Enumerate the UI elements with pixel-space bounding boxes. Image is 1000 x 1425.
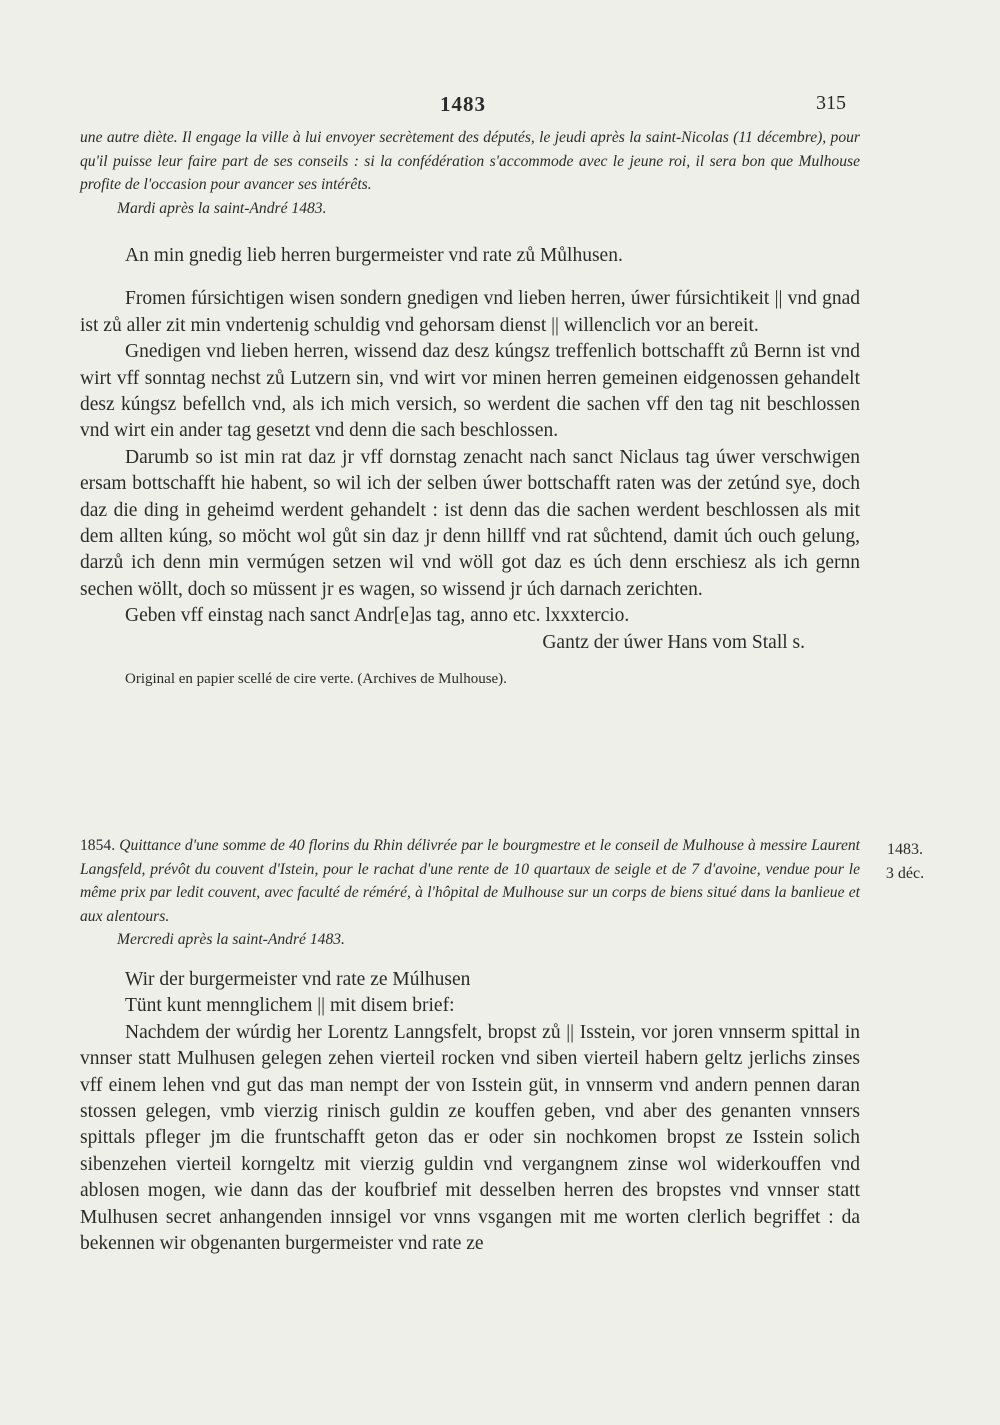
letter-signature: Gantz der úwer Hans vom Stall s. (542, 631, 805, 653)
document-number: 1854. (80, 837, 116, 854)
margin-day: 3 déc. (885, 865, 925, 882)
summary-date: Mercredi après la saint-André 1483. (117, 931, 345, 949)
summary-text: une autre diète. Il engage la ville à lui envoyer secrètement des députés, le jeudi après la saint-Nicolas (11 décembre), pour qu'il puisse leur faire part de ses conseils : si la confédération s'accommode avec le jeune roi, il sera bon que Mulhouse profite de l'occasion pour avancer ses intérêts. (80, 129, 860, 194)
margin-date (870, 838, 940, 886)
letter-paragraph: Darumb so ist min rat daz jr vff dornstag zenacht nach sanct Niclaus tag úwer verschwigen ersam bottschafft hie habent, so wil ich der selben úwer bottschafft raten was der zetúnd sye, doch daz die ding in geheimd werdent gehandelt : ist denn das die sachen werdent beschlossen als mit dem allten kúng, so möcht wol gůt sin daz jr denn hillff vnd rat sůchtend, damit úch ouch gelung, darzů ich denn min vermúgen setzen wil vnd wöll got daz es úch denn erschiesz als ich gernn sechen wöllt, doch so müssent jr es wagen, so wissend jr úch darnach zerichten. (80, 446, 860, 600)
source-note: Original en papier scellé de cire verte. (Archives de Mulhouse). (125, 671, 507, 688)
letter-text (80, 243, 860, 693)
document-1854-summary (80, 834, 860, 952)
document-1854-text (80, 967, 860, 1257)
summary-text: Quittance d'une somme de 40 florins du Rhin délivrée par le bourgmestre et le conseil de Mulhouse à messire Laurent Langsfeld, prévôt du couvent d'Istein, pour le rachat d'une rente de 10 quartaux de seigle et de 7 d'avoine, vendue pour le même prix par ledit couvent, avec faculté de réméré, à l'hôpital de Mulhouse sur un corps de biens situé dans la banlieue et aux alentours. (80, 837, 860, 925)
document-body: Nachdem der wúrdig her Lorentz Lanngsfelt, bropst zů || Isstein, vor joren vnnserm spittal in vnnser statt Mulhusen gelegen zehen vierteil rocken vnd siben vierteil habern geltz jerlichs zinses vff einem lehen vnd gut das man nempt der von Isstein güt, in vnnserm vnd andern pennen daran stossen gelegen, vmb vierzig rinisch guldin ze kouffen geben, vnd aber des genanten vnnsers spittals pfleger jm die fruntschafft geton das er oder sin nochkomen bropst ze Isstein solich sibenzehen vierteil korngeltz mit vierzig guldin vnd vergangnem zinse wol widerkouffen vnd ablosen mogen, wie dann das der koufbrief mit desselben herren des bropstes vnd vnnser statt Mulhusen secret anhangenden innsigel vor vnns vsgangen mit me worten clerlich begriffet : da bekennen wir obgenanten burgermeister vnd rate ze (80, 1021, 860, 1255)
letter-address: An min gnedig lieb herren burgermeister vnd rate zů Můlhusen. (125, 245, 623, 266)
letter-dating: Geben vff einstag nach sanct Andr[e]as tag, anno etc. lxxxtercio. (125, 605, 630, 627)
page-number: 315 (816, 92, 846, 114)
running-header-year: 1483 (440, 92, 486, 116)
previous-document-summary (80, 126, 860, 220)
margin-year: 1483. (887, 841, 923, 858)
opening-line: Tünt kunt mennglichem || mit disem brief: (125, 995, 455, 1017)
opening-line: Wir der burgermeister vnd rate ze Múlhusen (125, 969, 471, 990)
letter-paragraph: Fromen fúrsichtigen wisen sondern gnedigen vnd lieben herren, úwer fúrsichtikeit || vnd gnad ist zů aller zit min vndertenig schuldig vnd gehorsam dienst || willenclich vor an bereit. (80, 288, 860, 336)
summary-date: Mardi après la saint-André 1483. (117, 199, 327, 217)
letter-paragraph: Gnedigen vnd lieben herren, wissend daz desz kúngsz treffenlich bottschafft zů Bernn ist vnd wirt vff sonntag nechst zů Lutzern sin, vnd wirt vor minen herren gemeinen eidgenossen gehandelt desz kúngsz befellch vnd, als ich mich versich, so werdent die sachen vff den tag nit beschlossen vnd wirt ein ander tag gesetzt vnd denn die sach beschlossen. (80, 341, 860, 442)
